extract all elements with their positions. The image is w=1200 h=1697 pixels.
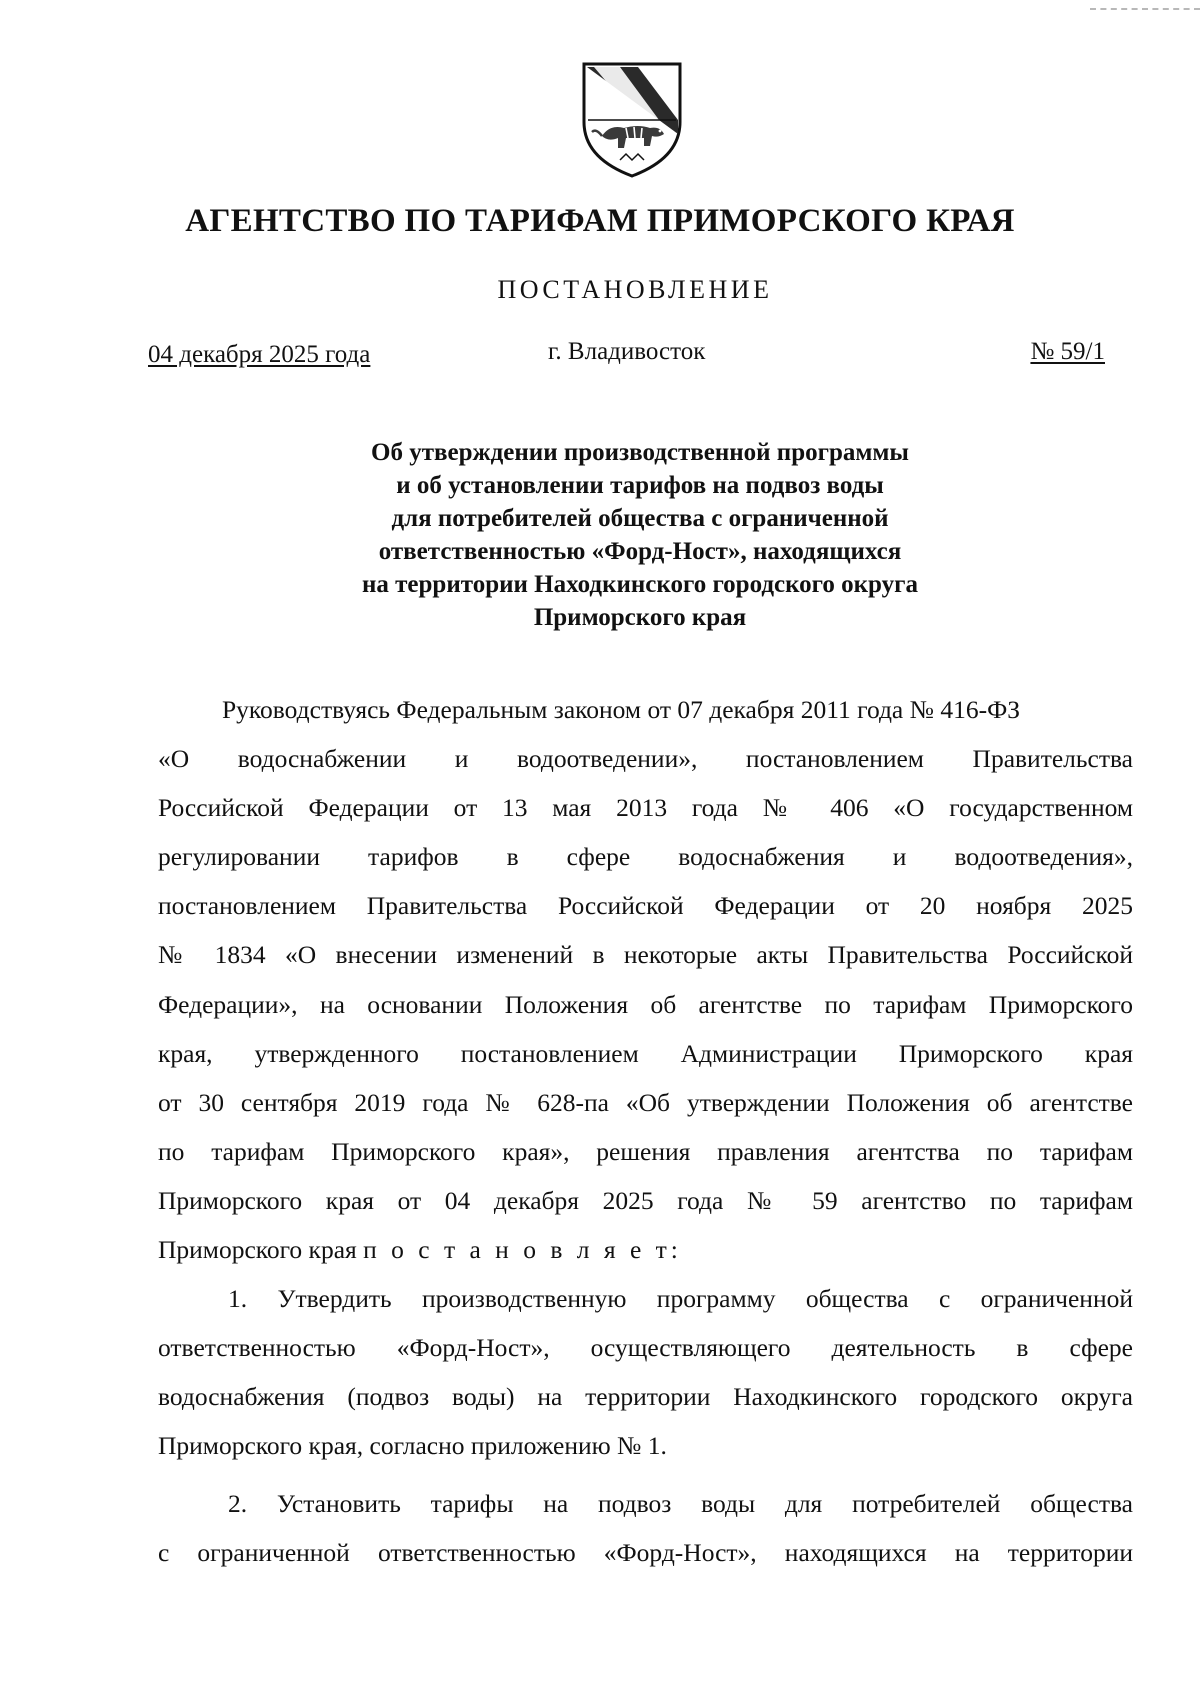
item1-line: водоснабжения (подвоз воды) на территории Находкинского городского округа [158,1382,1133,1412]
preamble-line: Руководствуясь Федеральным законом от 07 декабря 2011 года № 416-ФЗ [222,695,1020,724]
paragraph-gap [158,1479,1133,1487]
item2-line: с ограниченной ответственностью «Форд-Ност», находящихся на территории [158,1537,1133,1567]
subject-line: для потребителей общества с ограниченной [391,505,889,532]
primorsky-coat-of-arms-icon [580,58,684,180]
preamble-line: № 1834 «О внесении изменений в некоторые акты Правительства Российской [158,940,1133,970]
item2-line: 2. Установить тарифы на подвоз воды для потребителей общества [228,1488,1133,1518]
preamble-line: «О водоснабжении и водоотведении», постановлением Правительства [158,744,1133,774]
document-number: № 59/1 [1030,338,1105,365]
preamble-line: Приморского края от 04 декабря 2025 года № 59 агентство по тарифам [158,1185,1133,1215]
subject-line: Приморского края [533,604,747,631]
decree-line [158,1233,1133,1282]
preamble-line: по тарифам Приморского края», решения правления агентства по тарифам [158,1136,1133,1166]
agency-title: АГЕНТСТВО ПО ТАРИФАМ ПРИМОРСКОГО КРАЯ [185,203,1015,239]
subject-line: Об утверждении производственной программы [371,439,909,466]
document-date: 04 декабря 2025 года [148,341,371,368]
preamble-line: Российской Федерации от 13 мая 2013 года № 406 «О государственном [158,793,1133,823]
preamble-line: Федерации», на основании Положения об агентстве по тарифам Приморского [158,989,1133,1019]
preamble-line: регулировании тарифов в сфере водоснабжения и водоотведения», [158,842,1133,872]
document-city: г. Владивосток [548,338,706,365]
document-subject [250,436,1030,634]
subject-line: и об установлении тарифов на подвоз воды [396,472,884,499]
preamble-line: от 30 сентября 2019 года № 628-па «Об утверждении Положения об агентстве [158,1087,1133,1117]
item1-line: 1. Утвердить производственную программу общества с ограниченной [228,1284,1133,1314]
item1-line: Приморского края, согласно приложению № 1. [158,1431,667,1461]
subject-line: ответственностью «Форд-Ност», находящихся [378,538,902,565]
preamble-line: края, утвержденного постановлением Администрации Приморского края [158,1038,1133,1068]
subject-line: на территории Находкинского городского округа [362,571,918,598]
item1-line: ответственностью «Форд-Ност», осуществляющего деятельность в сфере [158,1333,1133,1363]
document-body [158,693,1133,1585]
preamble-line: постановлением Правительства Российской Федерации от 20 ноября 2025 [158,891,1133,921]
decree-verb: п о с т а н о в л я е т: [363,1235,682,1265]
decree-prefix: Приморского края [158,1235,357,1265]
scan-edge-mark [1090,8,1200,10]
document-type: ПОСТАНОВЛЕНИЕ [497,275,773,304]
